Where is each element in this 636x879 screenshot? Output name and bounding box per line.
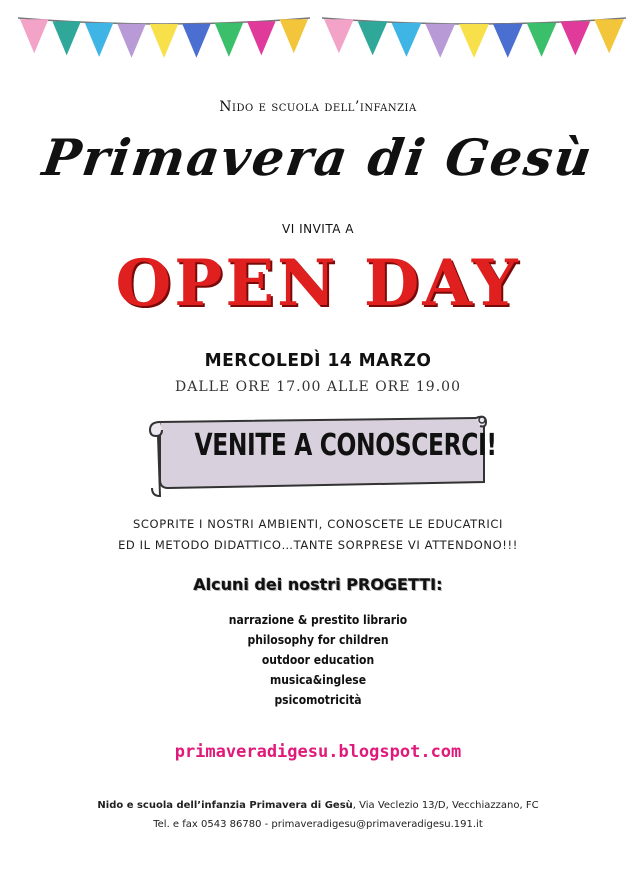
event-date: MERCOLEDÌ 14 MARZO bbox=[204, 350, 432, 371]
bunting-flag bbox=[215, 23, 243, 57]
bunting-decoration bbox=[0, 0, 636, 80]
contact-school-name: Nido e scuola dell’infanzia Primavera di Gesù bbox=[97, 800, 353, 811]
intro-line-2: ED IL METODO DIDATTICO…TANTE SORPRESE VI ATTENDONO!!! bbox=[118, 538, 518, 552]
contact-line-1 bbox=[0, 800, 636, 811]
school-name: Primavera di Gesù bbox=[39, 128, 597, 187]
bunting-flag bbox=[594, 19, 624, 53]
bunting-flag bbox=[425, 24, 455, 58]
bunting-flag bbox=[247, 21, 275, 55]
bunting-flag bbox=[560, 21, 590, 55]
bunting-flag bbox=[324, 19, 354, 53]
bunting-flag bbox=[20, 19, 48, 53]
bunting-flag bbox=[150, 24, 178, 58]
project-item: philosophy for children bbox=[247, 633, 389, 647]
bunting-flag bbox=[358, 21, 388, 55]
bunting-flag bbox=[280, 19, 308, 53]
bunting-flag bbox=[117, 24, 145, 58]
bunting-flag bbox=[182, 24, 210, 58]
contact-address: , Via Veclezio 13/D, Vecchiazzano, FC bbox=[352, 800, 539, 811]
project-item: musica&inglese bbox=[269, 673, 367, 687]
bunting-flag bbox=[52, 21, 80, 55]
bunting-flag bbox=[493, 24, 523, 58]
bunting-flag bbox=[85, 23, 113, 57]
contact-line-2: Tel. e fax 0543 86780 - primaveradigesu@primaveradigesu.191.it bbox=[153, 819, 483, 830]
bunting-flag bbox=[527, 23, 557, 57]
intro-line-1: SCOPRITE I NOSTRI AMBIENTI, CONOSCETE LE EDUCATRICI bbox=[133, 517, 503, 531]
banner-text: VENITE A CONOSCERCI! bbox=[194, 428, 497, 463]
projects-title: Alcuni dei nostri PROGETTI: bbox=[193, 575, 443, 594]
event-title: OPEN DAY bbox=[115, 246, 521, 321]
bunting-flag bbox=[392, 23, 422, 57]
project-item: narrazione & prestito librario bbox=[228, 613, 408, 627]
bunting-flag bbox=[459, 24, 489, 58]
project-item: outdoor education bbox=[261, 653, 375, 667]
project-item: psicomotricità bbox=[274, 693, 362, 707]
school-type: Nido e scuola dell’infanzia bbox=[219, 99, 417, 115]
website-link[interactable]: primaveradigesu.blogspot.com bbox=[174, 742, 462, 762]
event-hours: DALLE ORE 17.00 ALLE ORE 19.00 bbox=[175, 379, 461, 395]
invite-text: VI INVITA A bbox=[282, 222, 354, 236]
